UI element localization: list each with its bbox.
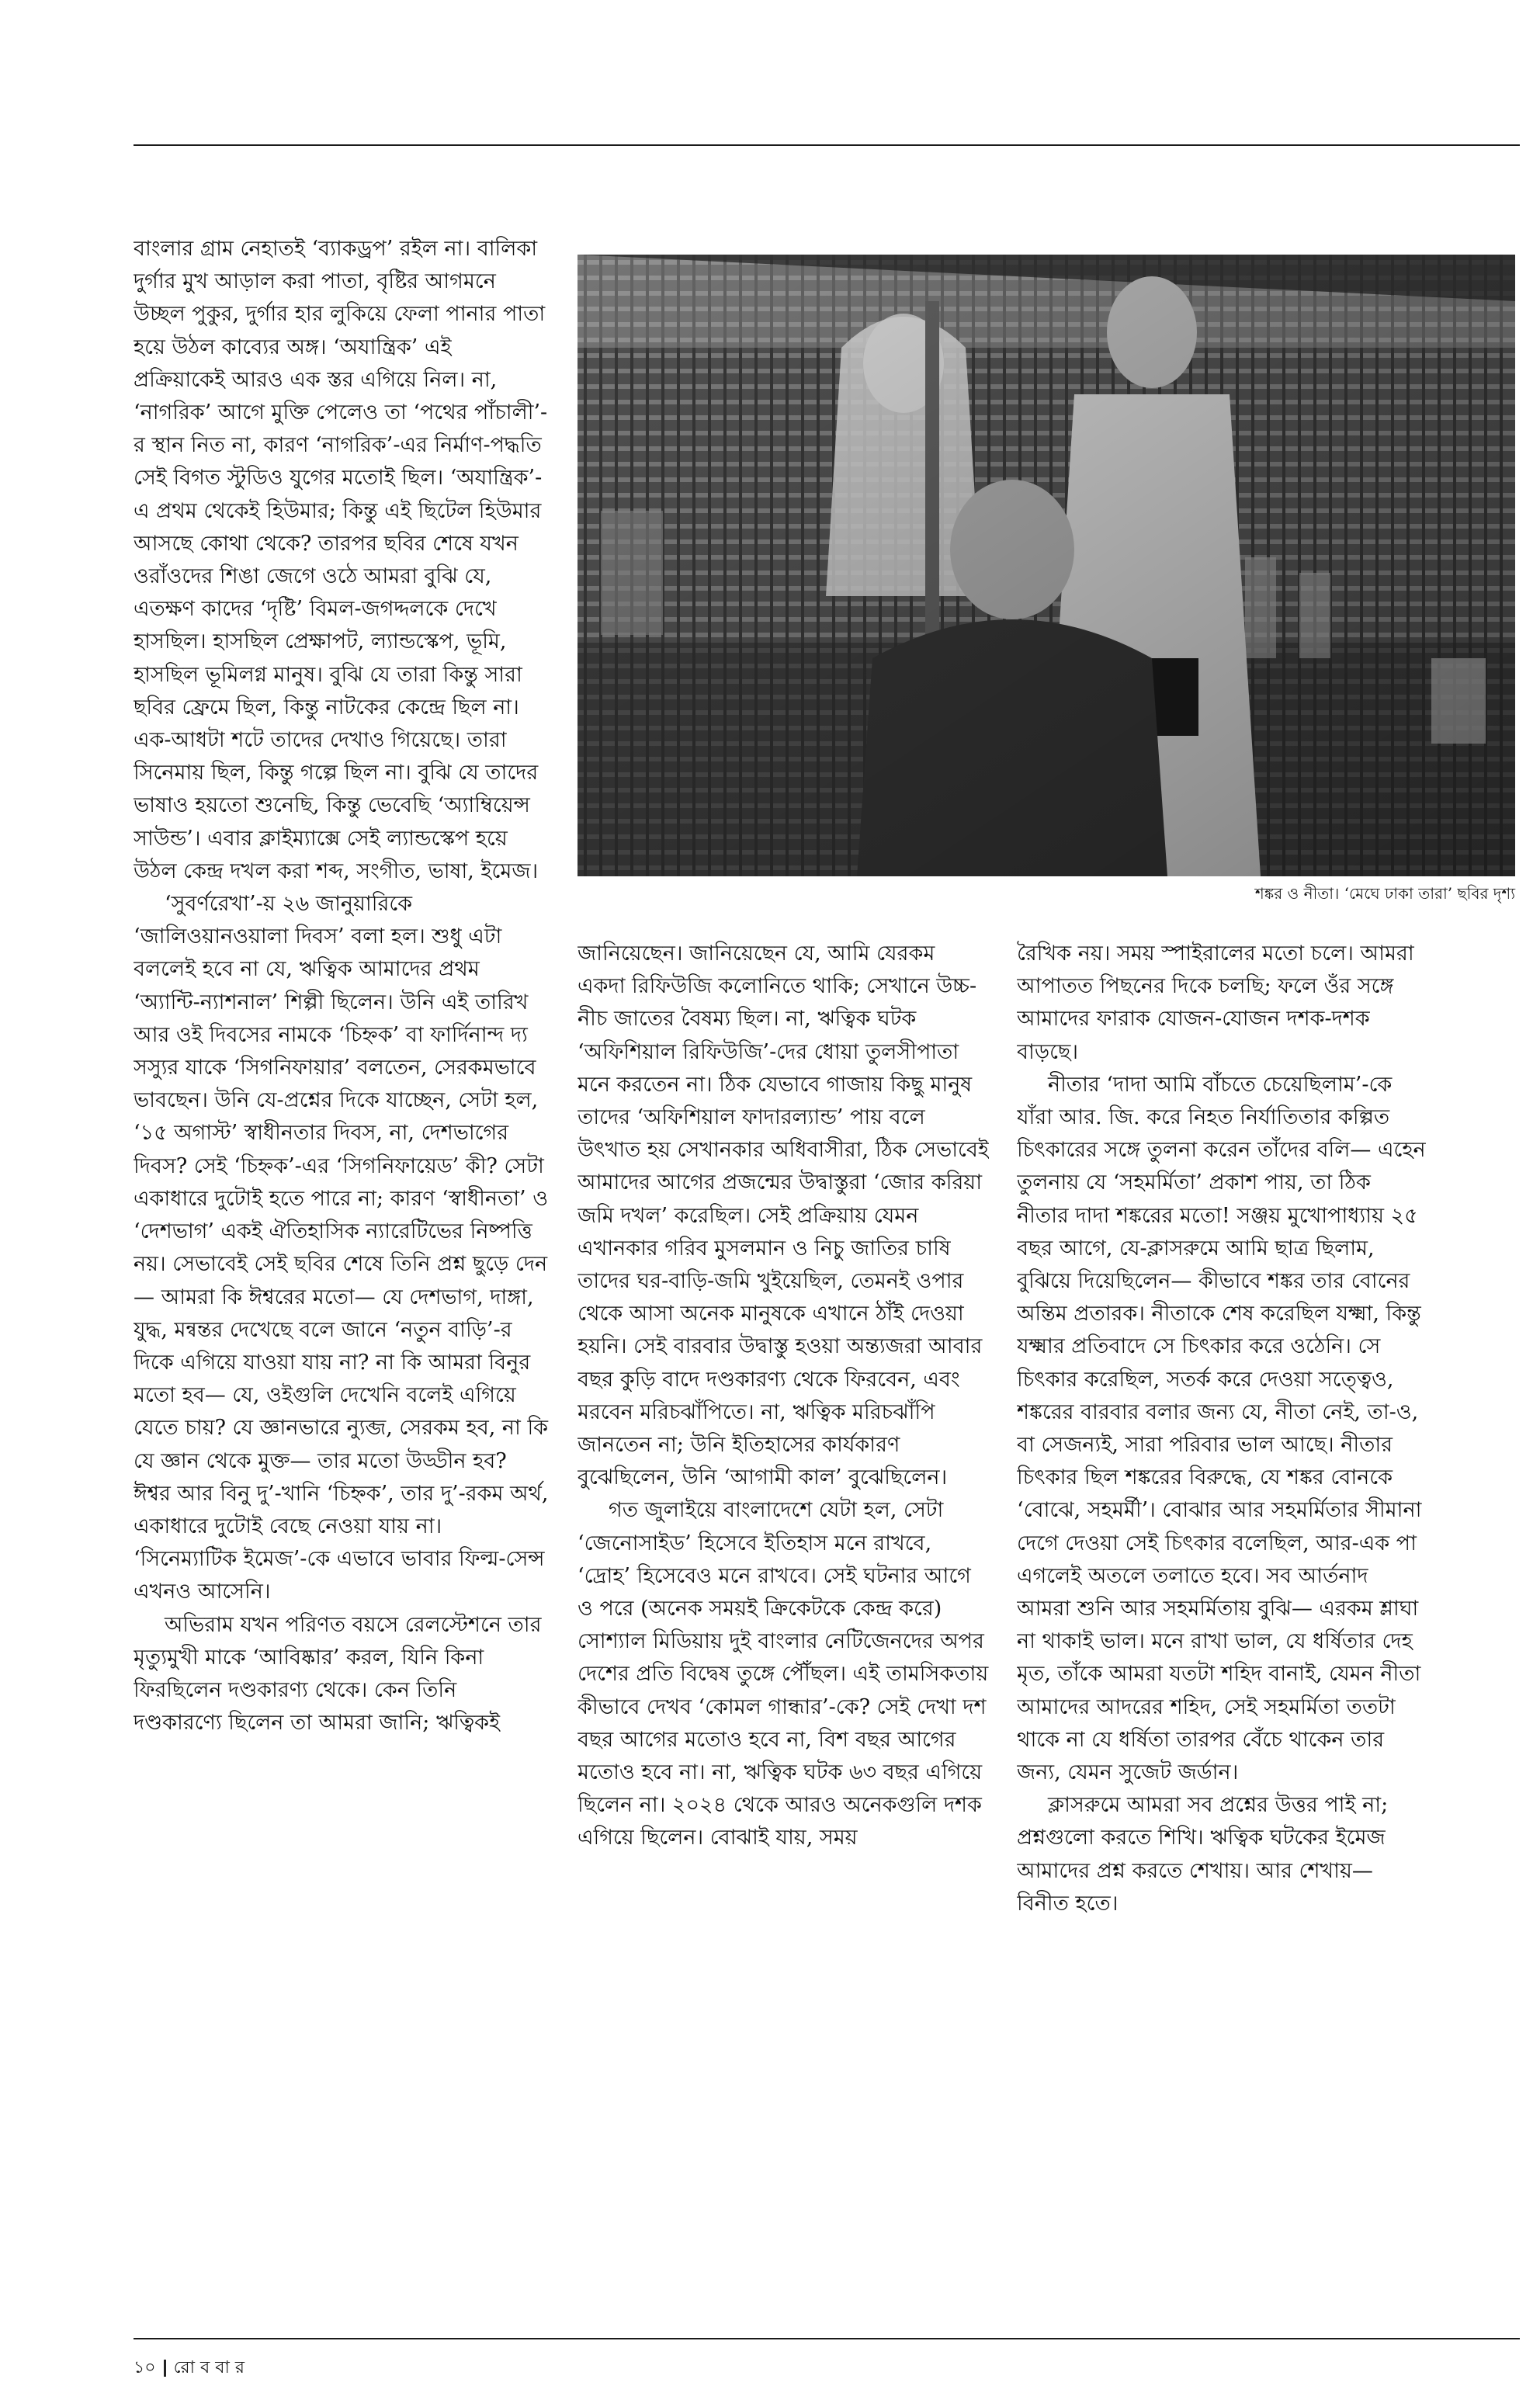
page-number: ১০ — [134, 2358, 156, 2377]
magazine-name: রো ব বা র — [173, 2358, 245, 2377]
page-footer — [134, 2357, 245, 2380]
film-still-photo — [578, 255, 1515, 876]
bottom-rule — [134, 2338, 1520, 2339]
photo-caption: শঙ্কর ও নীতা। ‘মেঘে ঢাকা তারা’ ছবির দৃশ্য — [1254, 884, 1515, 903]
article-column-3 — [1017, 938, 1427, 2313]
article-paragraph: রৈখিক নয়। সময় স্পাইরালের মতো চলে। আমরা আপাতত পিছনের দিকে চলছি; ফলে ওঁর সঙ্গে আমাদের ফারাক যোজন-যোজন দশক-দশক বাড়ছে। — [1017, 942, 1414, 1064]
article-column-2 — [578, 938, 989, 2313]
article-paragraph: ক্লাসরুমে আমরা সব প্রশ্নের উত্তর পাই না; প্রশ্নগুলো করতে শিখি। ঋত্বিক ঘটকের ইমেজ আমাদের প্রশ্ন করতে শেখায়। আর শেখায়— বিনীত হতে। — [1017, 1793, 1389, 1916]
film-still-image — [578, 255, 1515, 876]
article-paragraph: জানিয়েছেন। জানিয়েছেন যে, আমি যেরকম একদা রিফিউজি কলোনিতে থাকি; সেখানে উচ্চ-নীচ জাতের বৈষম্য ছিল। না, ঋত্বিক ঘটক ‘অফিশিয়াল রিফিউজি’-দের ধোয়া তুলসীপাতা মনে করতেন না। ঠিক যেভাবে গাজায় কিছু মানুষ তাদের ‘অফিশিয়াল ফাদারল্যান্ড’ পায় বলে উৎখাত হয় সেখানকার অধিবাসীরা, ঠিক সেভাবেই আমাদের আগের প্রজন্মের উদ্বাস্তুরা ‘জোর করিয়া জমি দখল’ করেছিল। সেই প্রক্রিয়ায় যেমন এখানকার গরিব মুসলমান ও নিচু জাতির চাষি তাদের ঘর-বাড়ি-জমি খুইয়েছিল, তেমনই ওপার থেকে আসা অনেক মানুষকে এখানে ঠাঁই দেওয়া হয়নি। সেই বারবার উদ্বাস্তু হওয়া অন্ত্যজরা আবার বছর কুড়ি বাদে দণ্ডকারণ্য থেকে ফিরবেন, এবং মরবেন মরিচঝাঁপিতে। না, ঋত্বিক মরিচঝাঁপি জানতেন না; উনি ইতিহাসের কার্যকারণ বুঝেছিলেন, উনি ‘আগামী কাল’ বুঝেছিলেন। — [578, 942, 989, 1490]
article-paragraph: গত জুলাইয়ে বাংলাদেশে যেটা হল, সেটা ‘জেনোসাইড’ হিসেবে ইতিহাস মনে রাখবে, ‘দ্রোহ’ হিসেবেও মনে রাখবে। সেই ঘটনার আগে ও পরে (অনেক সময়ই ক্রিকেটকে কেন্দ্র করে) সোশ্যাল মিডিয়ায় দুই বাংলার নেটিজেনদের অপর দেশের প্রতি বিদ্বেষ তুঙ্গে পৌঁছল। এই তামসিকতায় কীভাবে দেখব ‘কোমল গান্ধার’-কে? সেই দেখা দশ বছর আগের মতোও হবে না, বিশ বছর আগের মতোও হবে না। না, ঋত্বিক ঘটক ৬৩ বছর এগিয়ে ছিলেন না। ২০২৪ থেকে আরও অনেকগুলি দশক এগিয়ে ছিলেন। বোঝাই যায়, সময় — [578, 1498, 989, 1850]
article-paragraph: নীতার ‘দাদা আমি বাঁচতে চেয়েছিলাম’-কে যাঁরা আর. জি. করে নিহত নির্যাতিতার কল্পিত চিৎকারের সঙ্গে তুলনা করেন তাঁদের বলি— এহেন তুলনায় যে ‘সহমর্মিতা’ প্রকাশ পায়, তা ঠিক নীতার দাদা শঙ্করের মতো! সঞ্জয় মুখোপাধ্যায় ২৫ বছর আগে, যে-ক্লাসরুমে আমি ছাত্র ছিলাম, বুঝিয়ে দিয়েছিলেন— কীভাবে শঙ্কর তার বোনের অন্তিম প্রতারক। নীতাকে শেষ করেছিল যক্ষ্মা, কিন্তু যক্ষ্মার প্রতিবাদে সে চিৎকার করে ওঠেনি। সে চিৎকার করেছিল, সতর্ক করে দেওয়া সত্ত্বেও, শঙ্করের বারবার বলার জন্য যে, নীতা নেই, তা-ও, বা সেজন্যই, সারা পরিবার ভাল আছে। নীতার চিৎকার ছিল শঙ্করের বিরুদ্ধে, যে শঙ্কর বোনকে ‘বোঝে, সহমর্মী’। বোঝার আর সহমর্মিতার সীমানা দেগে দেওয়া সেই চিৎকার বলেছিল, আর-এক পা এগলেই অতলে তলাতে হবে। সব আর্তনাদ আমরা শুনি আর সহমর্মিতায় বুঝি— এরকম শ্লাঘা না থাকাই ভাল। মনে রাখা ভাল, যে ধর্ষিতার দেহ মৃত, তাঁকে আমরা যতটা শহিদ বানাই, যেমন নীতা আমাদের আদরের শহিদ, সেই সহমর্মিতা ততটা থাকে না যে ধর্ষিতা তারপর বেঁচে থাকেন তার জন্য, যেমন সুজেট জর্ডান। — [1017, 1072, 1426, 1785]
footer-divider — [164, 2360, 166, 2377]
article-column-1 — [134, 233, 550, 2313]
top-rule — [134, 144, 1520, 146]
article-paragraph: বাংলার গ্রাম নেহাতই ‘ব্যাকড্রপ’ রইল না। বালিকা দুর্গার মুখ আড়াল করা পাতা, বৃষ্টির আগমনে উচ্ছল পুকুর, দুর্গার হার লুকিয়ে ফেলা পানার পাতা হয়ে উঠল কাব্যের অঙ্গ। ‘অযান্ত্রিক’ এই প্রক্রিয়াকেই আরও এক স্তর এগিয়ে নিল। না, ‘নাগরিক’ আগে মুক্তি পেলেও তা ‘পথের পাঁচালী’-র স্থান নিত না, কারণ ‘নাগরিক’-এর নির্মাণ-পদ্ধতি সেই বিগত স্টুডিও যুগের মতোই ছিল। ‘অযান্ত্রিক’-এ প্রথম থেকেই হিউমার; কিন্তু এই ছিটেল হিউমার আসছে কোথা থেকে? তারপর ছবির শেষে যখন ওরাঁওদের শিঙা জেগে ওঠে আমরা বুঝি যে, এতক্ষণ কাদের ‘দৃষ্টি’ বিমল-জগদ্দলকে দেখে হাসছিল। হাসছিল প্রেক্ষাপট, ল্যান্ডস্কেপ, ভূমি, হাসছিল ভূমিলগ্ন মানুষ। বুঝি যে তারা কিন্তু সারা ছবির ফ্রেমে ছিল, কিন্তু নাটকের কেন্দ্রে ছিল না। এক-আধটা শটে তাদের দেখাও গিয়েছে। তারা সিনেমায় ছিল, কিন্তু গল্পে ছিল না। বুঝি যে তাদের ভাষাও হয়তো শুনেছি, কিন্তু ভেবেছি ‘অ্যাম্বিয়েন্স সাউন্ড’। এবার ক্লাইম্যাক্সে সেই ল্যান্ডস্কেপ হয়ে উঠল কেন্দ্র দখল করা শব্দ, সংগীত, ভাষা, ইমেজ। — [134, 237, 548, 883]
article-paragraph: অভিরাম যখন পরিণত বয়সে রেলস্টেশনে তার মৃত্যুমুখী মাকে ‘আবিষ্কার’ করল, যিনি কিনা ফিরছিলেন দণ্ডকারণ্য থেকে। কেন তিনি দণ্ডকারণ্যে ছিলেন তা আমরা জানি; ঋত্বিকই — [134, 1612, 542, 1736]
article-paragraph: ‘সুবর্ণরেখা’-য় ২৬ জানুয়ারিকে ‘জালিওয়ানওয়ালা দিবস’ বলা হল। শুধু এটা বললেই হবে না যে, ঋত্বিক আমাদের প্রথম ‘অ্যান্টি-ন্যাশনাল’ শিল্পী ছিলেন। উনি এই তারিখ আর ওই দিবসের নামকে ‘চিহ্নক’ বা ফার্দিনান্দ দ্য সস্যুর যাকে ‘সিগনিফায়ার’ বলতেন, সেরকমভাবে ভাবছেন। উনি যে-প্রশ্নের দিকে যাচ্ছেন, সেটা হল, ‘১৫ অগাস্ট’ স্বাধীনতার দিবস, না, দেশভাগের দিবস? সেই ‘চিহ্নক’-এর ‘সিগনিফায়েড’ কী? সেটা একাধারে দুটোই হতে পারে না; কারণ ‘স্বাধীনতা’ ও ‘দেশভাগ’ একই ঐতিহাসিক ন্যারেটিভের নিষ্পত্তি নয়। সেভাবেই সেই ছবির শেষে তিনি প্রশ্ন ছুড়ে দেন— আমরা কি ঈশ্বরের মতো— যে দেশভাগ, দাঙ্গা, যুদ্ধ, মন্বন্তর দেখেছে বলে জানে ‘নতুন বাড়ি’-র দিকে এগিয়ে যাওয়া যায় না? না কি আমরা বিনুর মতো হব— যে, ওইগুলি দেখেনি বলেই এগিয়ে যেতে চায়? যে জ্ঞানভারে ন্যুব্জ, সেরকম হব, না কি যে জ্ঞান থেকে মুক্ত— তার মতো উড্ডীন হব? ঈশ্বর আর বিনু দু’-খানি ‘চিহ্নক’, তার দু’-রকম অর্থ, একাধারে দুটোই বেছে নেওয়া যায় না। ‘সিনেম্যাটিক ইমেজ’-কে এভাবে ভাবার ফিল্ম-সেন্স এখনও আসেনি। — [134, 892, 549, 1604]
